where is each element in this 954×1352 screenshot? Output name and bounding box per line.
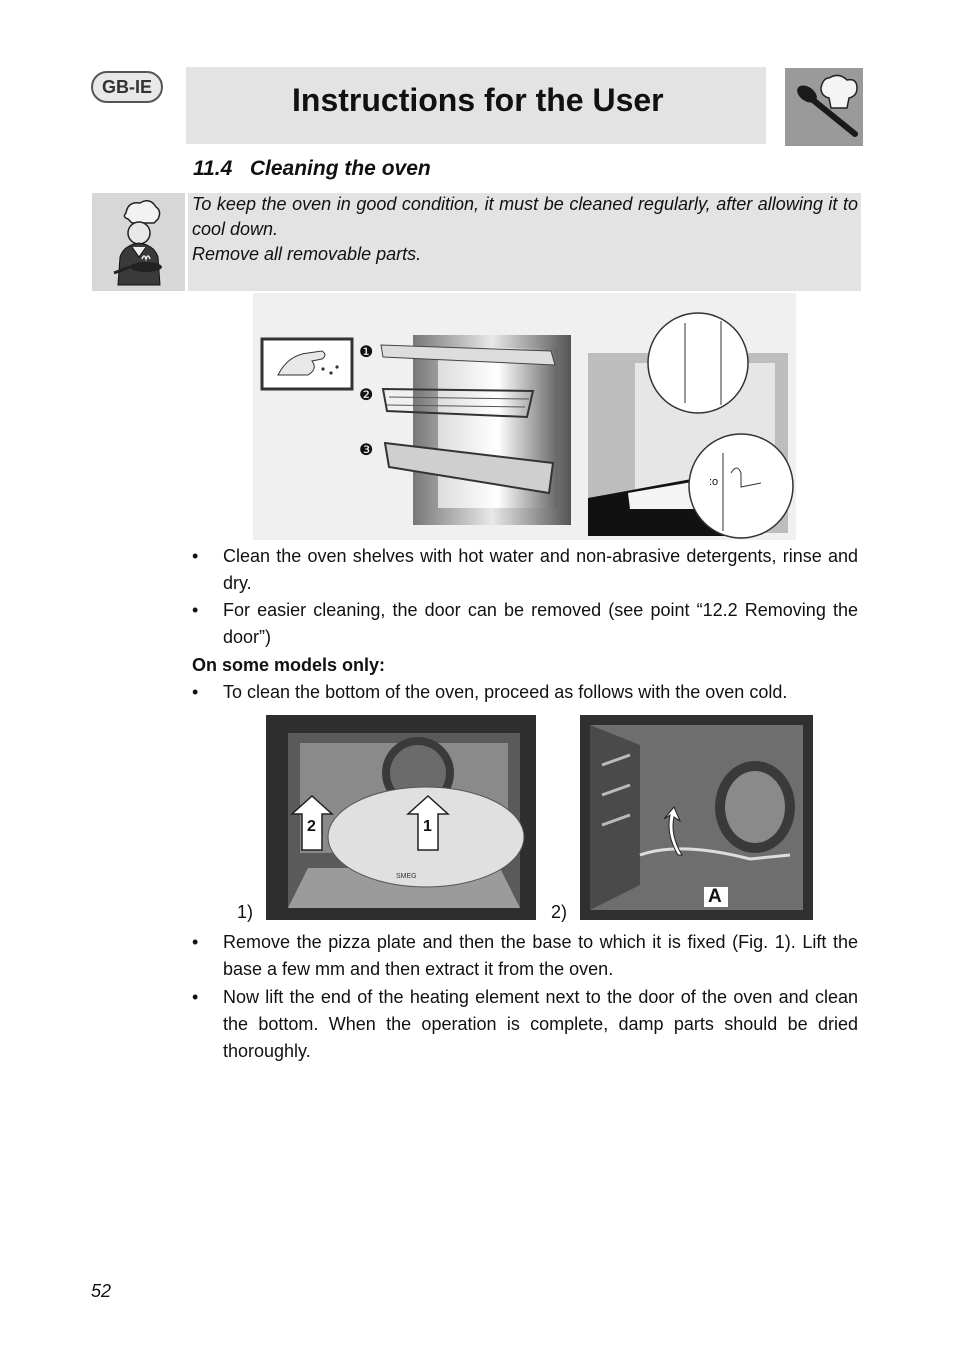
brand-logo: SMEG	[396, 873, 417, 880]
callout-3: ❸	[359, 442, 374, 459]
section-number: 11.4	[193, 157, 233, 180]
list-item	[192, 984, 858, 1065]
models-subheading: On some models only:	[192, 655, 386, 675]
pizza-plate-photo	[266, 715, 536, 920]
heating-element-photo	[580, 715, 813, 920]
page-title: Instructions for the User	[292, 82, 664, 118]
note-line-2: Remove all removable parts.	[192, 244, 422, 264]
callout-1: ❶	[359, 344, 374, 361]
bullet-dot: •	[192, 682, 199, 702]
bullet-text: Remove the pizza plate and then the base to which it is fixed (Fig. 1). Lift the base a few mm and then extract it from the oven.	[223, 932, 858, 979]
list-item	[192, 929, 858, 983]
oven-parts-illustration	[253, 293, 796, 540]
section-title: Cleaning the oven	[249, 157, 431, 180]
section-heading	[193, 157, 431, 181]
spoon-hat-icon	[785, 68, 863, 146]
bullet-text: Clean the oven shelves with hot water and non-abrasive detergents, rinse and dry.	[223, 546, 858, 593]
arrow-2-label: 2	[307, 818, 316, 835]
detail-label: :o	[709, 476, 719, 488]
bullet-text: To clean the bottom of the oven, proceed as follows with the oven cold.	[223, 682, 788, 702]
bullet-dot: •	[192, 932, 199, 952]
bullet-dot: •	[192, 546, 199, 566]
callout-2: ❷	[359, 387, 374, 404]
note-line-1: To keep the oven in good condition, it must be cleaned regularly, after allowing it to cool down.	[192, 194, 858, 239]
marker-a: A	[708, 886, 722, 907]
list-item	[192, 543, 858, 597]
language-badge: GB-IE	[91, 71, 163, 103]
chef-icon	[92, 193, 185, 291]
bullet-dot: •	[192, 987, 199, 1007]
fig-label-1: 1)	[237, 902, 254, 922]
page-number: 52	[91, 1281, 112, 1301]
bullet-text: Now lift the end of the heating element next to the door of the oven and clean the bottom. When the operation is complete, damp parts should be dried thoroughly.	[223, 987, 858, 1061]
bullet-text: For easier cleaning, the door can be removed (see point “12.2 Removing the door”)	[223, 600, 858, 647]
arrow-1-label: 1	[423, 818, 432, 835]
note-text	[192, 192, 858, 267]
list-item	[192, 679, 858, 706]
bullet-dot: •	[192, 600, 199, 620]
list-item	[192, 597, 858, 651]
fig-label-2: 2)	[551, 902, 568, 922]
